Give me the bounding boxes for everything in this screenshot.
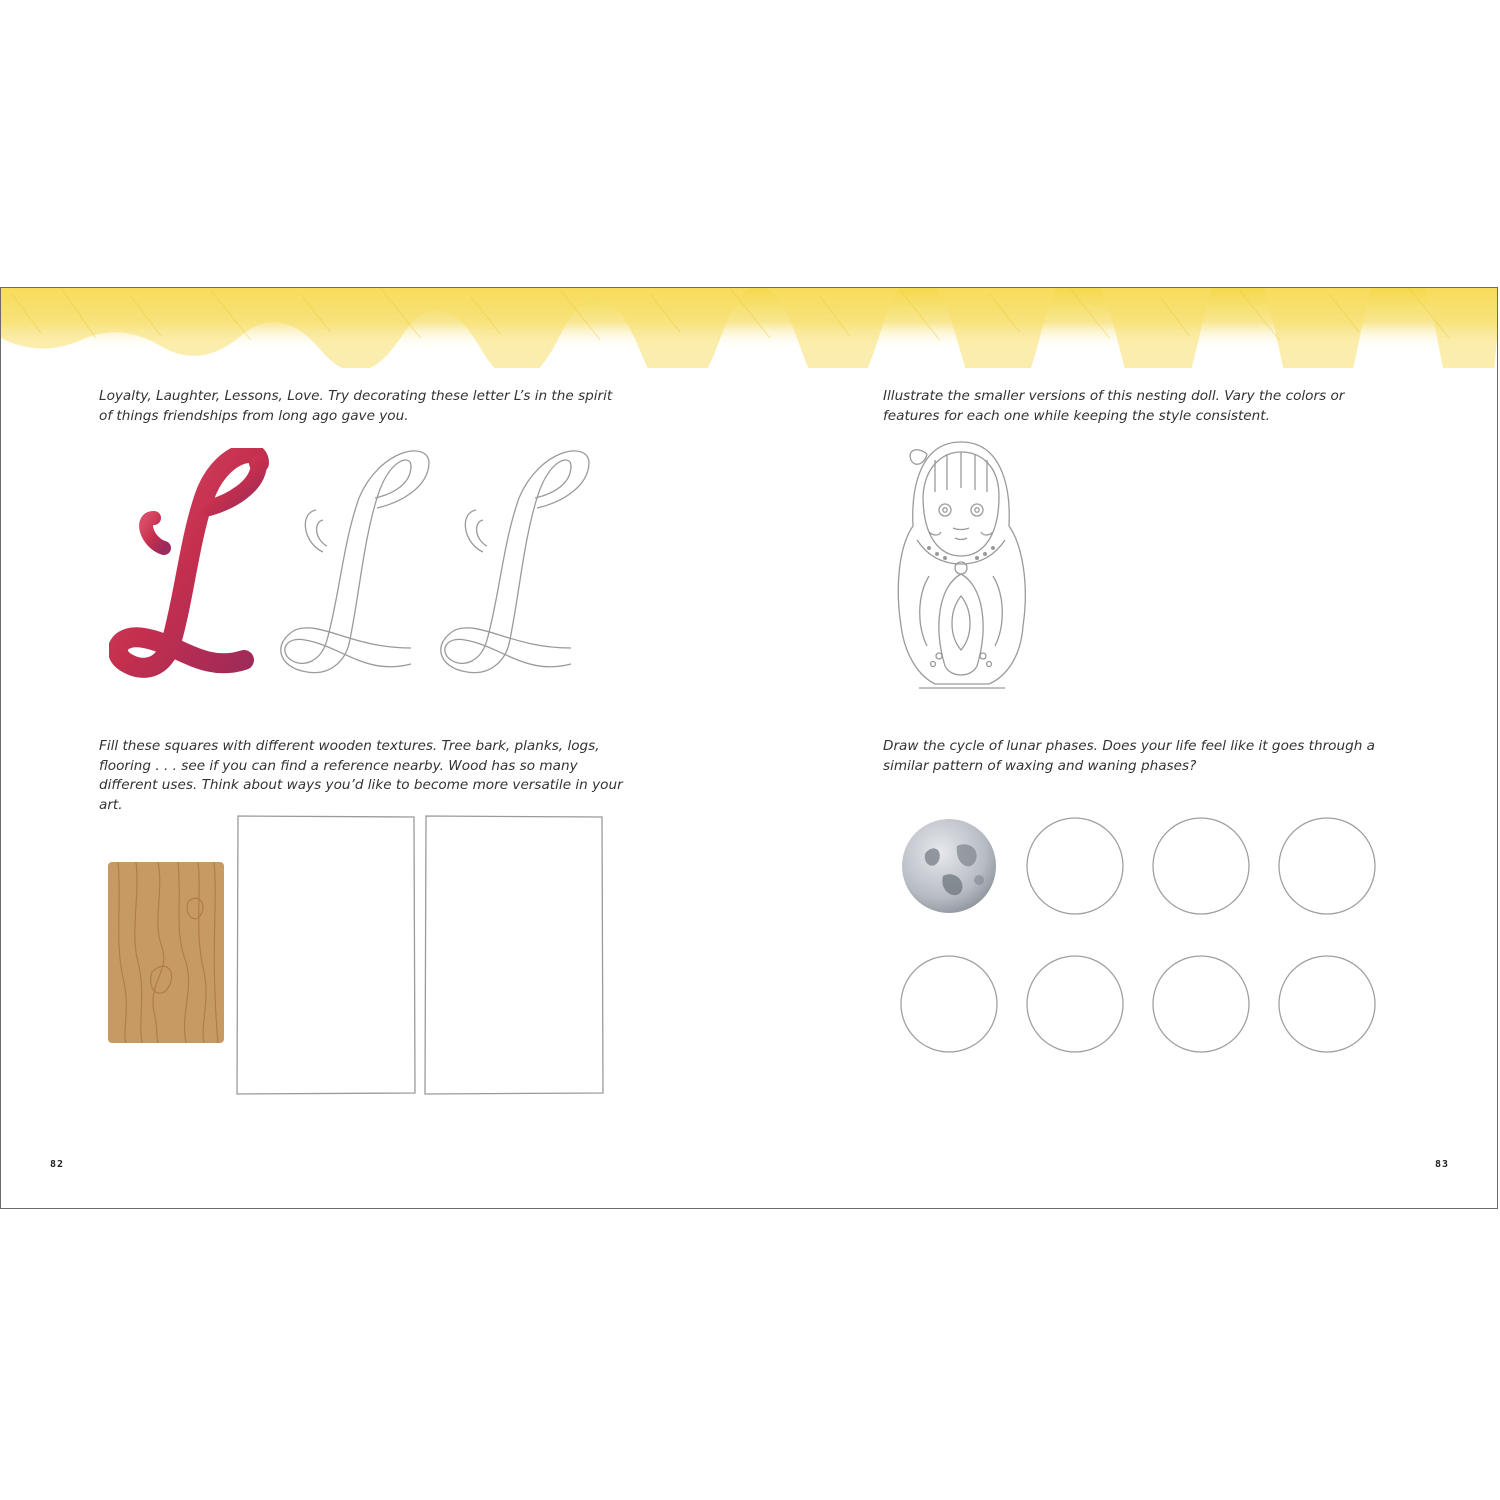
outline-letter-l-2 [431,448,591,698]
empty-circle [1279,956,1375,1052]
wood-texture-sample [108,862,224,1043]
empty-circle [1153,956,1249,1052]
outline-letter-l-1 [271,448,431,698]
empty-frame-2 [423,814,605,1096]
prompt-wood: Fill these squares with different wooden textures. Tree bark, planks, logs, flooring . . . see if you can find a reference nearby. Wood has so many different uses. Think about ways you’d like to become more versatile in your art. [99,738,623,813]
empty-circle [901,956,997,1052]
page-number-right: 83 [1435,1159,1450,1170]
prompt-doll: Illustrate the smaller versions of this nesting doll. Vary the colors or features for each one while keeping the style consistent. [883,388,1345,424]
empty-circle [1027,818,1123,914]
book-spread [0,287,1498,1209]
empty-frame-1 [235,814,417,1096]
prompt-letters: Loyalty, Laughter, Lessons, Love. Try decorating these letter L’s in the spirit of things friendships from long ago gave you. [99,388,613,424]
crayon-header-band [1,288,1497,368]
lunar-phase-grid [899,814,1381,1056]
page-number-left: 82 [50,1159,65,1170]
nesting-doll-outline [889,436,1033,700]
decorated-letter-l [109,448,269,698]
empty-circle [1153,818,1249,914]
empty-circle [1027,956,1123,1052]
moon-sketch [902,819,996,913]
prompt-moon: Draw the cycle of lunar phases. Does your life feel like it goes through a similar pattern of waxing and waning phases? [883,738,1376,774]
empty-circle [1279,818,1375,914]
